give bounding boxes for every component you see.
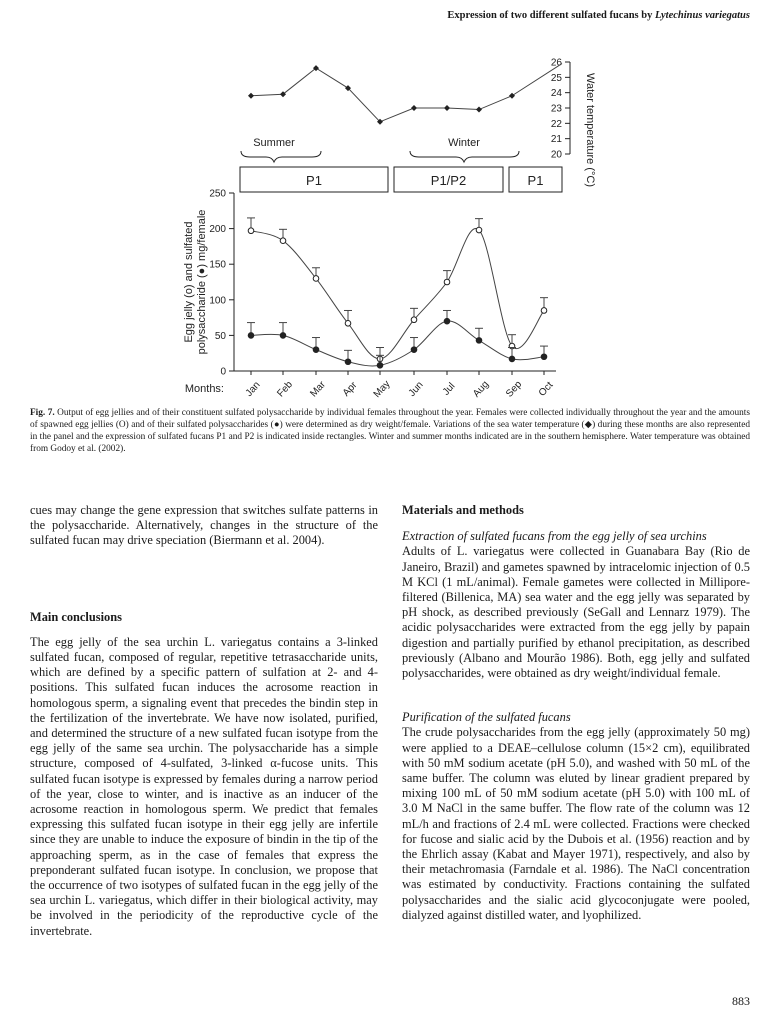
caption-text: Output of egg jellies and of their constituent sulfated polysaccharide by individual females throughout the year. Females were collected individually throughout the year and the amounts of spawned egg jellies (O) and of their sulfated polysaccharides (●) were determined as dry weight/female. Variations of the sea water temperature (◆) during these months are also represented in the panel and the expression of sulfated fucans P1 and P2 is indicated inside rectangles. Winter and summer months indicated are in the southern hemisphere. Water temperature was obtained from Godoy et al. (2002). (30, 408, 750, 454)
temperature-point (476, 107, 482, 113)
summer-brace (241, 151, 321, 162)
x-tick-label: Feb (275, 379, 295, 400)
series-0-point (280, 238, 286, 244)
extraction-paragraph: Adults of L. variegatus were collected in Guanabara Bay (Rio de Janeiro, Brazil) and gametes spawned by intracelomic injection of 0.5 M KCl (1 mL/animal). Female gametes were collected in Millipore-filtered (Billenica, MA) sea water and the egg jelly was separated by pH shock, as described previously (SeGall and Lennarz 1979). The acidic polysaccharides were extracted from the egg jelly by papain digestion and partially purified by ethanol precipitation, as described previously (Albano and Mourão 1986). Both, egg jelly and sulfated polysaccharides, were obtained as dry weight/individual female. (402, 544, 750, 681)
series-0-point (476, 227, 482, 233)
extraction-subheading: Extraction of sulfated fucans from the egg jelly of sea urchins (402, 529, 707, 544)
season-panel (240, 137, 562, 192)
materials-methods-heading: Materials and methods (402, 503, 524, 517)
y2-tick-label: 22 (550, 118, 562, 130)
x-tick-label: Sep (504, 379, 525, 400)
x-tick-label: Aug (471, 379, 492, 400)
y2-tick-label: 23 (550, 103, 562, 115)
y-tick-label: 100 (209, 295, 226, 307)
running-head: Expression of two different sulfated fucans by Lytechinus variegatus (447, 10, 750, 21)
months-label: Months: (184, 383, 224, 395)
series-0-point (313, 276, 319, 282)
y-tick-label: 50 (214, 330, 226, 342)
series-0-point (541, 308, 547, 314)
right-column (402, 503, 750, 923)
series-1-point (377, 363, 383, 369)
series-1-point (509, 356, 515, 362)
x-tick-label: Jun (406, 379, 426, 399)
x-tick-label: Mar (308, 379, 328, 400)
series-1-point (541, 354, 547, 360)
temperature-point (248, 93, 254, 99)
temperature-line (251, 64, 562, 122)
x-tick-label: Jul (440, 380, 458, 398)
series-0-point (444, 279, 450, 285)
page-number: 883 (732, 994, 750, 1008)
p-box-label-2: P1 (527, 173, 544, 188)
main-chart-panel (183, 189, 556, 401)
left-column (30, 503, 378, 939)
series-0-point (345, 320, 351, 326)
y-tick-label: 150 (209, 259, 226, 271)
figure-7-chart (0, 0, 770, 400)
caption-label: Fig. 7. (30, 408, 55, 418)
temperature-point (411, 105, 417, 111)
temperature-point (444, 105, 450, 111)
conclusion-paragraph: The egg jelly of the sea urchin L. variegatus contains a 3-linked sulfated fucan, composed of regular, repetitive tetrasaccharide units, which are defined by a specific pattern of sulfation at 2- and 4-positions. This sulfated fucan induces the acrosome reaction in homologous sperm, a signaling event that precedes the bindin step in the fertilization of the invertebrate. We have now isolated, purified, and determined the structure of a new sulfated fucan isotype from the egg jelly of the same sea urchin. The polysaccharide has a simple structure, composed of 4-sulfated, 3-linked α-fucose units. This sulfated fucan isotype is expressed by females during a narrow period of the year, close to winter, and is inactive as an inducer of the acrosome reaction in homologous sperm. We predict that females expressing this sulfated fucan isotype in their egg jelly are infertile since they are unable to induce the exposure of bindin in the tip of the approaching sperm, as in the case of females that express the preponderant sulfated fucan isotype. In conclusion, we propose that the occurrence of two isotypes of sulfated fucan in the egg jelly of the sea urchin L. variegatus, which differ in their biological activity, may be involved in the periodicity of the reproductive cycle of the invertebrate. (30, 634, 378, 938)
y2-tick-label: 20 (550, 149, 562, 161)
y-tick-label: 200 (209, 224, 226, 236)
y2-tick-label: 21 (550, 134, 562, 146)
y-axis-label-1: Egg jelly (o) and sulfated (183, 221, 195, 343)
temperature-point (509, 93, 515, 99)
x-tick-label: Jan (243, 379, 263, 399)
series-0-point (411, 317, 417, 323)
y2-axis-label: Water temperature (°C) (584, 72, 596, 188)
y-axis-label-2: polysaccharide (●) mg/female (196, 209, 208, 355)
winter-brace (410, 151, 519, 162)
series-1-point (248, 333, 254, 339)
p-box-label-1: P1/P2 (430, 173, 467, 188)
p-box-label-0: P1 (306, 173, 322, 188)
y2-tick-label: 24 (550, 88, 562, 100)
intro-paragraph: cues may change the gene expression that switches sulfate patterns in the polysaccharide. Alternatively, changes in the structure of the sulfated fucan may drive speciation (Biermann et al. 2004). (30, 503, 378, 548)
x-tick-label: Apr (340, 379, 360, 399)
purification-subheading: Purification of the sulfated fucans (402, 710, 571, 725)
series-1-point (444, 318, 450, 324)
x-tick-label: May (371, 378, 393, 400)
season-label-summer: Summer (253, 137, 295, 149)
y2-tick-label: 26 (550, 57, 562, 69)
series-1-point (345, 359, 351, 365)
main-conclusions-heading: Main conclusions (30, 609, 122, 624)
series-1-point (411, 347, 417, 353)
y-tick-label: 250 (209, 188, 226, 200)
season-label-winter: Winter (448, 137, 480, 149)
purification-paragraph: The crude polysaccharides from the egg jelly (approximately 50 mg) were applied to a DEAE–cellulose column (15×2 cm), equilibrated with 50 mM sodium acetate (pH 5.0), and washed with 50 mL of the same buffer. The column was eluted by linear gradient prepared by mixing 100 mL of 50 mM sodium acetate (pH 5.0) with 100 mL of 3.0 M NaCl in the same buffer. The flow rate of the column was 12 mL/h and fractions of 2.4 mL were collected. Fractions were checked for fucose and sialic acid by the Dubois et al. (1956) reaction and by the Ehrlich assay (Kabat and Mayer 1971), respectively, and also by their metachromasia (Farndale et al. 1986). The NaCl concentration was estimated by conductivity. Fractions containing the sulfated polysaccharides and the sialic acid glycoconjugate were pooled, dialyzed against distilled water, and lyophilized. (402, 725, 750, 922)
y2-tick-label: 25 (550, 72, 562, 84)
x-tick-label: Oct (536, 379, 556, 399)
y-tick-label: 0 (220, 366, 226, 378)
series-0-point (248, 228, 254, 234)
series-1-point (476, 338, 482, 344)
series-1-point (280, 333, 286, 339)
figure-caption (30, 407, 750, 455)
series-1-point (313, 347, 319, 353)
